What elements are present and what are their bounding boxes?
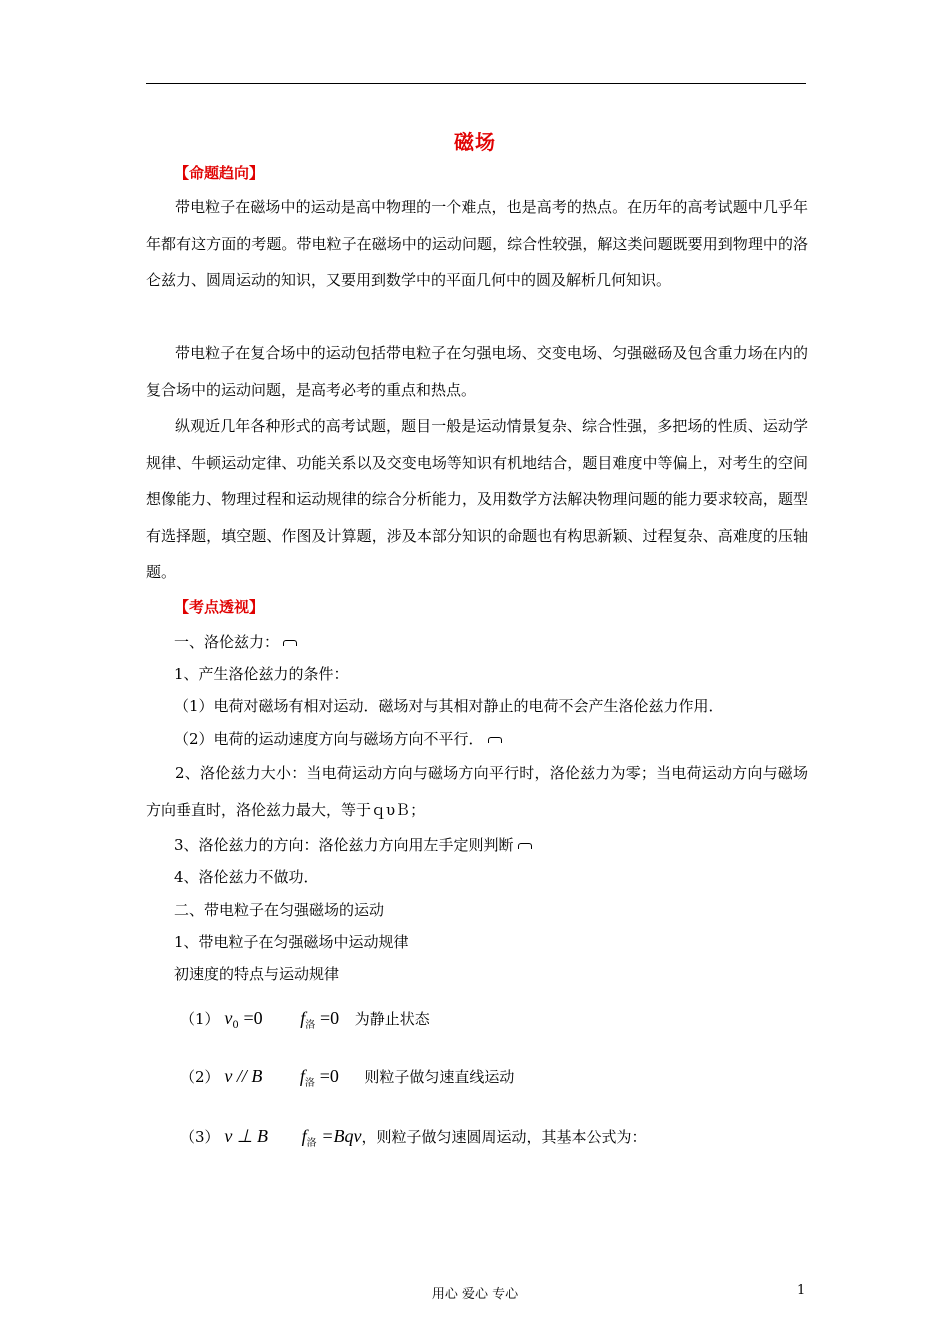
- edit-mark-icon: [518, 843, 532, 849]
- formula-2: [180, 1066, 514, 1089]
- formula-1-v-sub: 0: [232, 1020, 239, 1031]
- formula-3-v: v ⊥ B: [224, 1126, 268, 1146]
- formula-2-number: （2）: [180, 1068, 220, 1086]
- formula-3-number: （3）: [180, 1128, 220, 1146]
- formula-1-text: 为静止状态: [354, 1010, 430, 1028]
- formula-2-f-sub: 洛: [304, 1078, 315, 1089]
- formula-3-text: ，则粒子做匀速圆周运动，其基本公式为：: [361, 1128, 647, 1146]
- formula-2-text: 则粒子做匀速直线运动: [364, 1068, 515, 1086]
- paragraph-1: 带电粒子在磁场中的运动是高中物理的一个难点，也是高考的热点。在历年的高考试题中几乎年年都有这方面的考题。带电粒子在磁场中的运动问题，综合性较强，解这类问题既要用到物理中的洛仑兹力、圆周运动的知识，又要用到数学中的平面几何中的圆及解析几何知识。: [146, 198, 808, 289]
- condition-2: [174, 728, 502, 749]
- section-heading-trend: 【命题趋向】: [174, 164, 265, 182]
- formula-3-f: f: [301, 1126, 307, 1146]
- lorentz-direction: [174, 834, 532, 855]
- lorentz-magnitude: 2、洛伦兹力大小：当电荷运动方向与磁场方向平行时，洛伦兹力为零；当电荷运动方向与磁场方向垂直时，洛伦兹力最大，等于ｑυＢ；: [146, 764, 808, 819]
- formula-3: [180, 1126, 647, 1149]
- formula-1-eq2: =0: [320, 1008, 340, 1028]
- lorentz-direction-text: 3、洛伦兹力的方向：洛伦兹力方向用左手定则判断: [174, 836, 514, 854]
- lorentz-no-work: 4、洛伦兹力不做功．: [174, 868, 319, 886]
- page-title: 磁场: [454, 130, 496, 154]
- header-rule: [146, 83, 806, 84]
- motion-rule-heading: 1、带电粒子在匀强磁场中运动规律: [174, 933, 409, 951]
- formula-1-eq1: =0: [243, 1008, 263, 1028]
- edit-mark-icon: [488, 737, 502, 743]
- formula-1-f: f: [300, 1008, 306, 1028]
- formula-2-v: v // B: [224, 1066, 263, 1086]
- condition-1: （1）电荷对磁场有相对运动．磁场对与其相对静止的电荷不会产生洛伦兹力作用．: [174, 697, 724, 715]
- paragraph-2: 带电粒子在复合场中的运动包括带电粒子在匀强电场、交变电场、匀强磁砀及包含重力场在内的复合场中的运动问题，是高考必考的重点和热点。: [146, 344, 808, 399]
- lorentz-heading-text: 一、洛伦兹力：: [174, 633, 280, 651]
- formula-3-f-sub: 洛: [306, 1138, 317, 1149]
- formula-1-v: v: [224, 1008, 233, 1028]
- page-footer: 用心 爱心 专心: [431, 1287, 519, 1302]
- condition-2-text: （2）电荷的运动速度方向与磁场方向不平行．: [174, 730, 484, 748]
- initial-velocity-heading: 初速度的特点与运动规律: [174, 965, 340, 983]
- formula-2-f: f: [299, 1066, 305, 1086]
- formula-1-number: （1）: [180, 1010, 220, 1028]
- page-number: 1: [797, 1283, 806, 1298]
- section-heading-points: 【考点透视】: [174, 598, 265, 616]
- formula-1: [180, 1008, 430, 1031]
- formula-2-eq2: =0: [319, 1066, 339, 1086]
- lorentz-heading: [174, 631, 297, 652]
- formula-3-eq2: =Bqv: [321, 1126, 362, 1146]
- condition-heading: 1、产生洛伦兹力的条件：: [174, 665, 349, 683]
- formula-1-f-sub: 洛: [305, 1020, 316, 1031]
- edit-mark-icon: [283, 640, 297, 646]
- motion-heading: 二、带电粒子在匀强磁场的运动: [174, 901, 385, 919]
- paragraph-3: 纵观近几年各种形式的高考试题，题目一般是运动情景复杂、综合性强，多把场的性质、运动学规律、牛顿运动定律、功能关系以及交变电场等知识有机地结合，题目难度中等偏上，对考生的空间想像能力、物理过程和运动规律的综合分析能力，及用数学方法解决物理问题的能力要求较高，题型有选择题，填空题、作图及计算题，涉及本部分知识的命题也有构思新颖、过程复杂、高难度的压轴题。: [146, 417, 808, 581]
